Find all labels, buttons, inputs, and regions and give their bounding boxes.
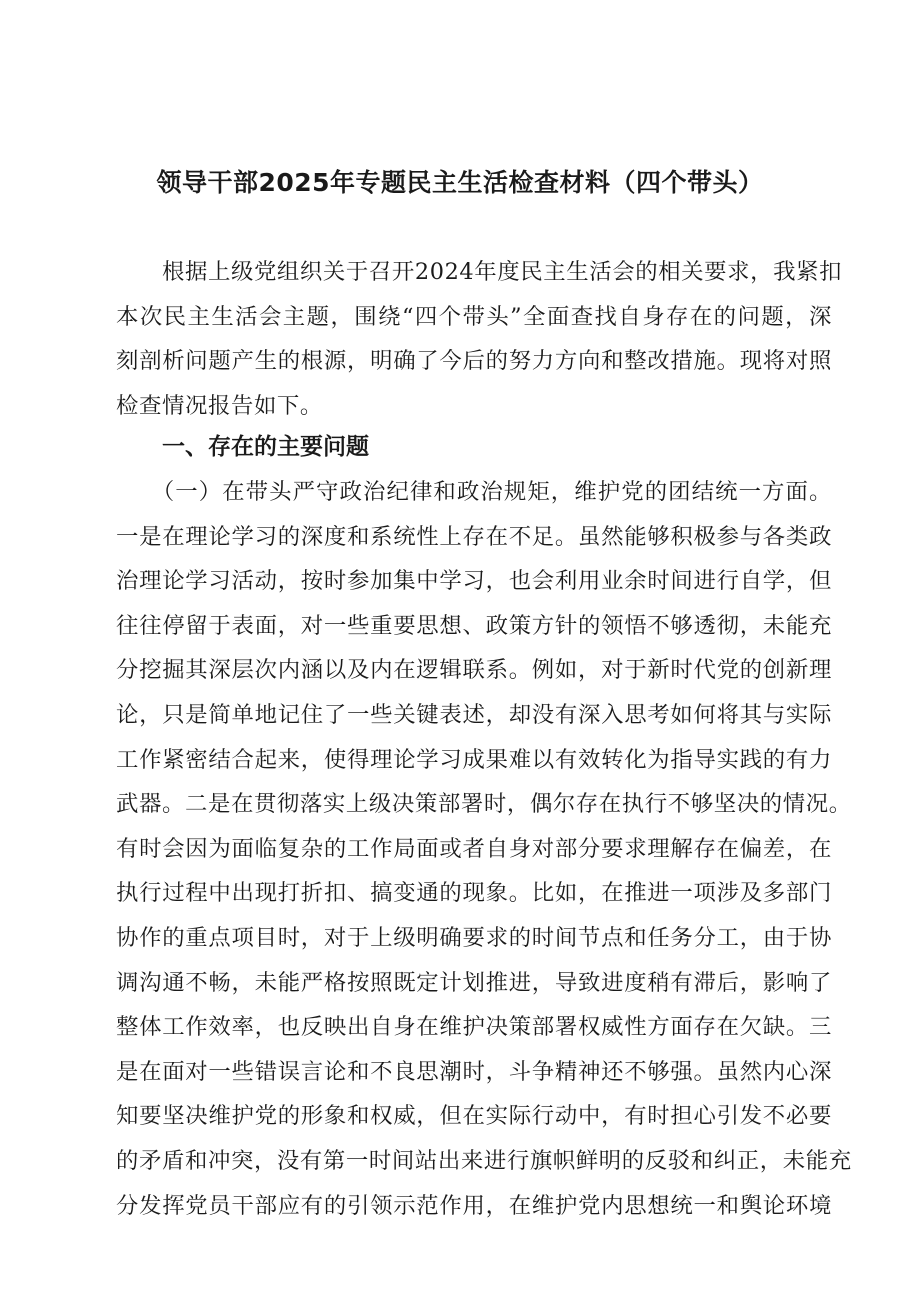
- section-line: 整体工作效率，也反映出自身在维护决策部署权威性方面存在欠缺。三: [116, 1014, 832, 1041]
- intro-line: 本次民主生活会主题，围绕“四个带头”全面查找自身存在的问题，深: [116, 303, 832, 330]
- section-line: 武器。二是在贯彻落实上级决策部署时，偶尔存在执行不够坚决的情况。: [116, 791, 852, 818]
- intro-line: 根据上级党组织关于召开2024年度民主生活会的相关要求，我紧扣: [116, 259, 843, 285]
- document-title: 领导干部2025年专题民主生活检查材料（四个带头）: [156, 168, 764, 197]
- intro-paragraph: [116, 250, 843, 428]
- section-line: 一是在理论学习的深度和系统性上存在不足。虽然能够积极参与各类政: [116, 523, 832, 550]
- intro-line: 检查情况报告如下。: [116, 392, 323, 419]
- section-line: 有时会因为面临复杂的工作局面或者自身对部分要求理解存在偏差，在: [116, 835, 832, 862]
- section-line: （一）在带头严守政治纪律和政治规矩，维护党的团结统一方面。: [116, 479, 832, 505]
- section-line: 分挖掘其深层次内涵以及内在逻辑联系。例如，对于新时代党的创新理: [116, 657, 832, 684]
- section-line: 工作紧密结合起来，使得理论学习成果难以有效转化为指导实践的有力: [116, 746, 832, 773]
- section-line: 的矛盾和冲突，没有第一时间站出来进行旗帜鲜明的反驳和纠正，未能充: [116, 1147, 852, 1174]
- section-line: 往往停留于表面，对一些重要思想、政策方针的领悟不够透彻，未能充: [116, 612, 832, 639]
- section-line: 执行过程中出现打折扣、搞变通的现象。比如，在推进一项涉及多部门: [116, 880, 832, 907]
- section-line: 论，只是简单地记住了一些关键表述，却没有深入思考如何将其与实际: [116, 701, 832, 728]
- section-line: 知要坚决维护党的形象和权威，但在实际行动中，有时担心引发不必要: [116, 1103, 832, 1130]
- section-line: 分发挥党员干部应有的引领示范作用，在维护党内思想统一和舆论环境: [116, 1192, 832, 1219]
- section-paragraph: [116, 470, 852, 1228]
- section-heading: 一、存在的主要问题: [162, 434, 369, 460]
- section-line: 协作的重点项目时，对于上级明确要求的时间节点和任务分工，由于协: [116, 924, 832, 951]
- section-line: 调沟通不畅，未能严格按照既定计划推进，导致进度稍有滞后，影响了: [116, 969, 832, 996]
- intro-line: 刻剖析问题产生的根源，明确了今后的努力方向和整改措施。现将对照: [116, 348, 832, 375]
- section-line: 治理论学习活动，按时参加集中学习，也会利用业余时间进行自学，但: [116, 568, 832, 595]
- section-line: 是在面对一些错误言论和不良思潮时，斗争精神还不够强。虽然内心深: [116, 1058, 832, 1085]
